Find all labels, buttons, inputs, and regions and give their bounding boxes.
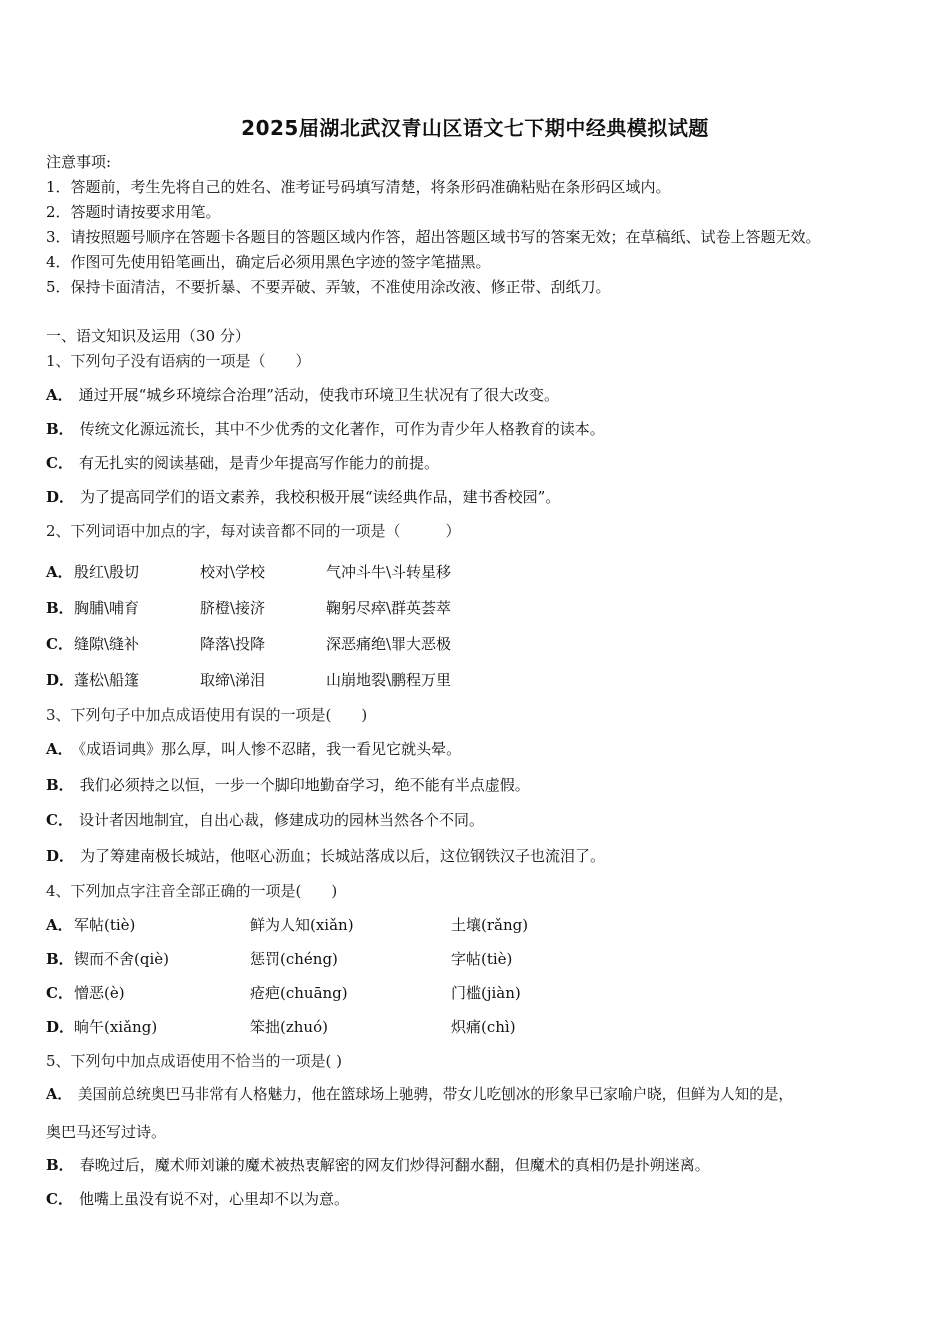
notice-item: 4．作图可先使用铅笔画出，确定后必须用黑色字迹的签字笔描黑。 [46,253,491,271]
option-label-text: D． [46,671,75,689]
notice-heading: 注意事项: [46,153,112,171]
option-text: 美国前总统奥巴马非常有人格魅力，他在篮球场上驰骋，带女儿吃刨冰的形象早已家喻户晓，但鲜为人知的是， [77,1086,794,1103]
option-label: C． [46,811,73,829]
option-label: A． [46,1086,72,1103]
notice-item: 3．请按照题号顺序在答题卡各题目的答题区域内作答，超出答题区域书写的答案无效；在草稿纸、试卷上答题无效。 [46,228,821,246]
option-cell: 字帖(tiè) [451,950,513,968]
option-cell: 笨拙(zhuó) [250,1018,328,1036]
option-cell: 取缔\涕泪 [200,671,266,689]
option-label: A． [46,386,73,404]
option-cell: 锲而不舍(qiè) [74,950,169,968]
option-label: D． [46,488,75,506]
option-row [46,775,530,795]
option-cell: 晌午(xiǎng) [74,1018,158,1036]
option-text: 设计者因地制宜，自出心裁，修建成功的园林当然各个不同。 [78,811,484,829]
option-row [46,453,439,473]
option-label-text: D． [46,1018,75,1036]
option-cell: 降落\投降 [200,635,266,653]
option-cell: 门槛(jiàn) [451,984,521,1002]
option-label-text: C． [46,635,73,653]
option-row [46,1155,710,1175]
option-cell: 脐橙\接济 [200,599,266,617]
option-text: 为了筹建南极长城站，他呕心沥血；长城站落成以后，这位钢铁汉子也流泪了。 [80,847,606,865]
option-row [46,1085,793,1105]
option-cell: 土壤(rǎng) [451,916,529,934]
option-cell: 校对\学校 [200,563,266,581]
option-text: 有无扎实的阅读基础，是青少年提高写作能力的前提。 [78,454,439,472]
notice-item: 1．答题前，考生先将自己的姓名、准考证号码填写清楚，将条形码准确粘贴在条形码区域内。 [46,178,671,196]
option-cell: 鲜为人知(xiǎn) [250,916,354,934]
option-label-text: A． [46,563,73,581]
option-cell: 炽痛(chì) [451,1018,516,1036]
option-row [46,739,461,759]
question-stem: 3、下列句子中加点成语使用有误的一项是( ) [46,706,368,724]
option-label: D． [46,847,75,865]
question-stem: 5、下列句中加点成语使用不恰当的一项是( ) [46,1052,343,1070]
option-text: 通过开展“城乡环境综合治理”活动，使我市环境卫生状况有了很大改变。 [78,386,559,404]
option-cell: 深恶痛绝\罪大恶极 [326,635,452,653]
option-cell: 气冲斗牛\斗转星移 [326,563,452,581]
option-row [46,1189,349,1209]
notice-item: 2．答题时请按要求用笔。 [46,203,221,221]
option-cell: 殷红\殷切 [74,563,140,581]
option-row [46,846,605,866]
option-cell: 憎恶(è) [74,984,125,1002]
option-label-text: B． [46,950,74,968]
option-label-text: B． [46,599,74,617]
option-row [46,385,559,405]
option-cell: 蓬松\船篷 [74,671,140,689]
option-cell: 山崩地裂\鹏程万里 [326,671,452,689]
section-heading: 一、语文知识及运用（30 分） [46,327,250,345]
option-label: C． [46,454,73,472]
option-row [46,487,560,507]
option-label-text: A． [46,916,73,934]
option-label: A． [46,740,73,758]
notice-item: 5．保持卡面清洁，不要折暴、不要弄破、弄皱，不准使用涂改液、修正带、刮纸刀。 [46,278,611,296]
option-text: 传统文化源远流长，其中不少优秀的文化著作，可作为青少年人格教育的读本。 [79,420,605,438]
option-row [46,810,484,830]
option-text: 为了提高同学们的语文素养，我校积极开展“读经典作品，建书香校园”。 [80,488,561,506]
option-text: 他嘴上虽没有说不对，心里却不以为意。 [78,1190,349,1208]
question-stem: 1、下列句子没有语病的一项是（ ） [46,352,311,370]
option-text: 我们必须持之以恒，一步一个脚印地勤奋学习，绝不能有半点虚假。 [79,776,530,794]
option-cell: 缝隙\缝补 [74,635,140,653]
option-cell: 军帖(tiè) [74,916,136,934]
option-label: C． [46,1190,73,1208]
option-cell: 胸脯\哺育 [74,599,140,617]
question-stem: 4、下列加点字注音全部正确的一项是( ) [46,882,338,900]
option-cell: 惩罚(chéng) [250,950,338,968]
option-label-text: C． [46,984,73,1002]
question-stem: 2、下列词语中加点的字，每对读音都不同的一项是（ ） [46,522,461,540]
option-row [46,419,605,439]
option-label: B． [46,1156,74,1174]
option-cell: 鞠躬尽瘁\群英荟萃 [326,599,452,617]
option-cell: 疮疤(chuāng) [250,984,348,1002]
option-continuation: 奥巴马还写过诗。 [46,1123,167,1141]
option-label: B． [46,420,74,438]
page-title: 2025届湖北武汉青山区语文七下期中经典模拟试题 [241,116,709,140]
option-text: 《成语词典》那么厚，叫人惨不忍睹，我一看见它就头晕。 [78,740,462,758]
option-label: B． [46,776,74,794]
option-text: 春晚过后，魔术师刘谦的魔术被热衷解密的网友们炒得河翻水翻，但魔术的真相仍是扑朔迷离。 [79,1156,710,1174]
